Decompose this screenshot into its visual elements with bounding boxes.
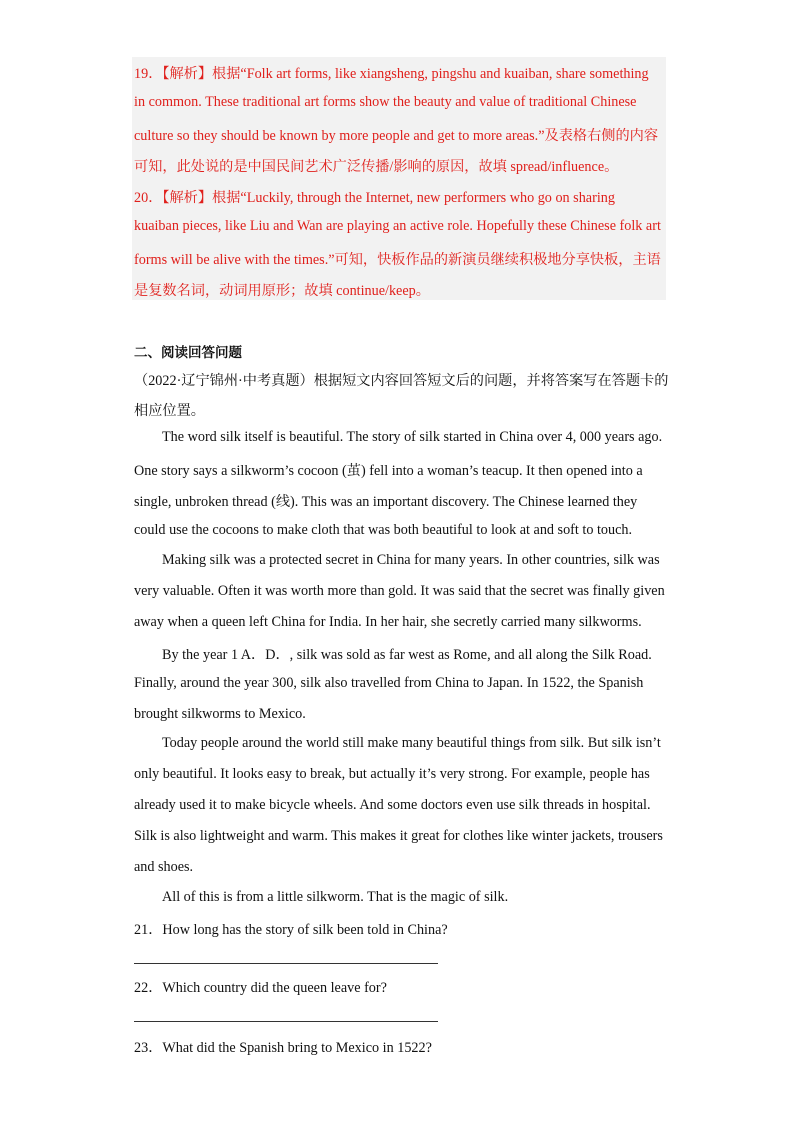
answer-20-line-1: 20．【解析】根据“Luckily, through the Internet, new performers who go on sharing <box>134 190 615 206</box>
section-heading: 二、阅读回答问题 <box>134 345 242 361</box>
answer-19-line-1: 19．【解析】根据“Folk art forms, like xiangsheng, pingshu and kuaiban, share something <box>134 66 649 82</box>
answer-20-line-3: forms will be alive with the times.”可知，快板作品的新演员继续积极地分享快板，主语 <box>134 252 661 268</box>
answer-20-line-4: 是复数名词，动词用原形；故填 continue/keep。 <box>134 283 430 299</box>
answer-blank-21[interactable] <box>134 963 438 964</box>
passage-p4-line-5: and shoes. <box>134 859 194 875</box>
answer-19-line-4: 可知，此处说的是中国民间艺术广泛传播/影响的原因，故填 spread/influence。 <box>134 159 619 175</box>
answer-19-line-2: in common. These traditional art forms show the beauty and value of traditional Chinese <box>134 94 637 110</box>
passage-p1-line-4: could use the cocoons to make cloth that was both beautiful to look at and soft to touch. <box>134 522 633 538</box>
passage-p4-line-1: Today people around the world still make many beautiful things from silk. But silk isn’t <box>162 735 661 751</box>
answer-blank-22[interactable] <box>134 1021 438 1022</box>
question-22: 22．Which country did the queen leave for? <box>134 980 387 996</box>
answer-20-line-2: kuaiban pieces, like Liu and Wan are playing an active role. Hopefully these Chinese folk art <box>134 218 661 234</box>
passage-p5-line-1: All of this is from a little silkworm. That is the magic of silk. <box>162 889 509 905</box>
passage-p1-line-3: single, unbroken thread (线). This was an important discovery. The Chinese learned they <box>134 494 638 510</box>
passage-p3-line-3: brought silkworms to Mexico. <box>134 706 306 722</box>
passage-p1-line-1: The word silk itself is beautiful. The story of silk started in China over 4, 000 years ago. <box>162 429 663 445</box>
question-21: 21．How long has the story of silk been told in China? <box>134 922 448 938</box>
passage-p2-line-3: away when a queen left China for India. In her hair, she secretly carried many silkworms. <box>134 614 642 630</box>
passage-p3-line-1: By the year 1 A．D．, silk was sold as far west as Rome, and all along the Silk Road. <box>162 647 652 663</box>
passage-p2-line-1: Making silk was a protected secret in China for many years. In other countries, silk was <box>162 552 660 568</box>
section-intro-line-1: （2022·辽宁锦州·中考真题）根据短文内容回答短文后的问题，并将答案写在答题卡的 <box>134 373 669 389</box>
passage-p2-line-2: very valuable. Often it was worth more than gold. It was said that the secret was finally given <box>134 583 665 599</box>
passage-p1-line-2: One story says a silkworm’s cocoon (茧) fell into a woman’s teacup. It then opened into a <box>134 463 643 479</box>
passage-p3-line-2: Finally, around the year 300, silk also travelled from China to Japan. In 1522, the Spanish <box>134 675 644 691</box>
section-intro-line-2: 相应位置。 <box>134 403 205 419</box>
passage-p4-line-2: only beautiful. It looks easy to break, but actually it’s very strong. For example, people has <box>134 766 650 782</box>
question-23: 23．What did the Spanish bring to Mexico in 1522? <box>134 1040 432 1056</box>
answer-19-line-3: culture so they should be known by more people and get to more areas.”及表格右侧的内容 <box>134 128 659 144</box>
passage-p4-line-3: already used it to make bicycle wheels. And some doctors even use silk threads in hospital. <box>134 797 651 813</box>
passage-p4-line-4: Silk is also lightweight and warm. This makes it great for clothes like winter jackets, trousers <box>134 828 663 844</box>
